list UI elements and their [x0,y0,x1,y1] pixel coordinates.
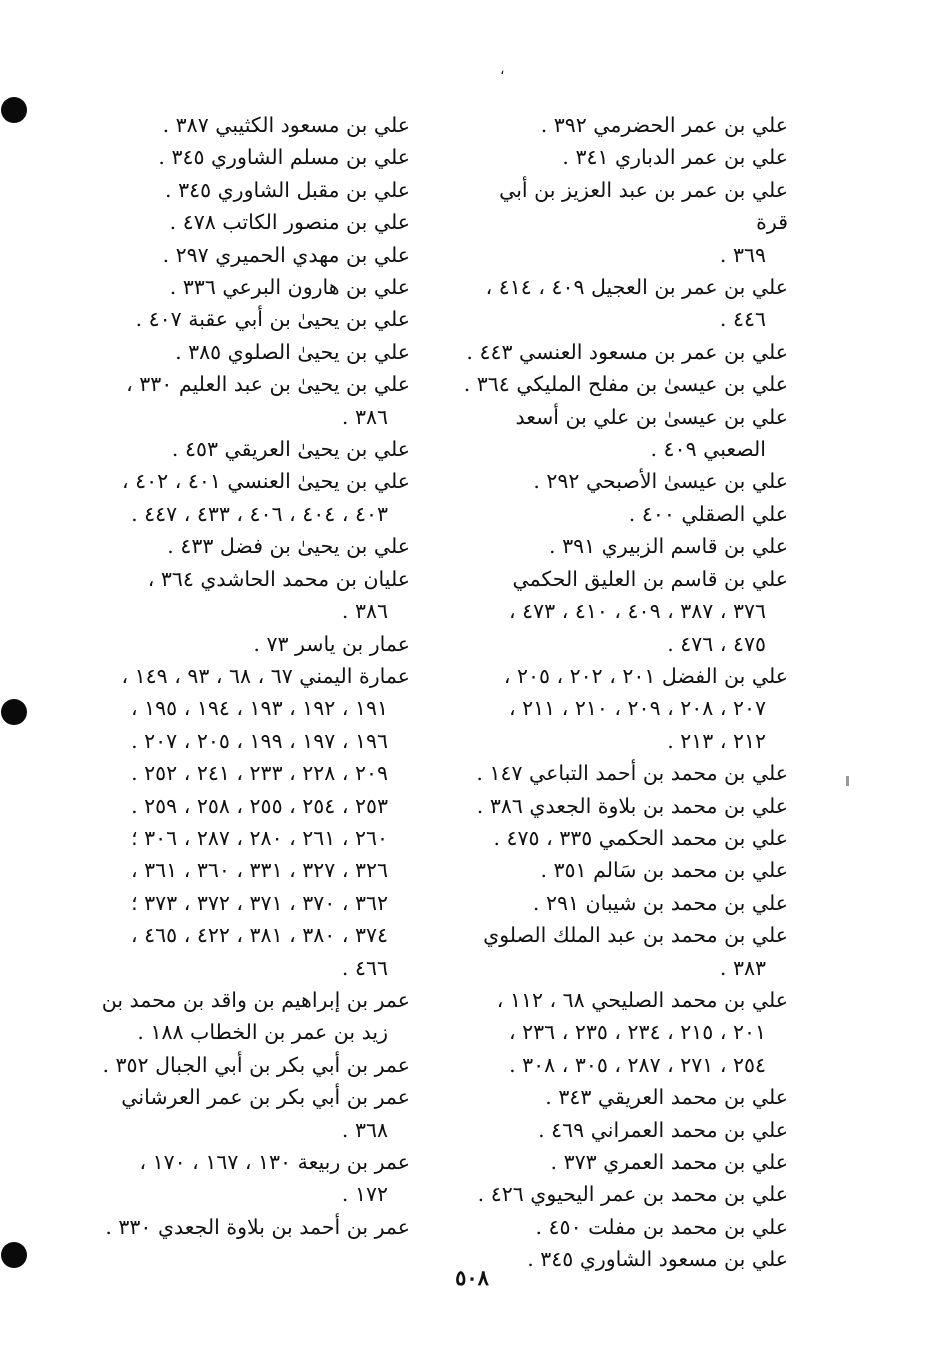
index-entry [86,628,410,660]
entry-line: علي بن عمر بن مسعود العنسي ٤٤٣ . [466,339,788,364]
index-entry [462,1211,788,1243]
entry-continuation: ٣٧٤ ، ٣٨٠ ، ٣٨١ ، ٤٢٢ ، ٤٦٥ ، [131,923,388,948]
entry-line: عليان بن محمد الحاشدي ٣٦٤ ، [147,566,410,591]
entry-continuation: ٢٠١ ، ٢١٥ ، ٢٣٤ ، ٢٣٥ ، ٢٣٦ ، [509,1020,766,1045]
entry-line: علي بن قاسم بن العليق الحكمي [512,566,788,591]
index-entry [86,1211,410,1243]
punch-hole-mark [1,1242,27,1268]
page-number: ٥٠٨ [455,1265,489,1290]
entry-line: عمر بن ربيعة ١٣٠ ، ١٦٧ ، ١٧٠ ، [139,1150,410,1174]
entry-continuation: ٣٦٩ . [719,242,766,267]
entry-line: علي بن عمر بن عبد العزيز بن أبي قرة [499,177,788,235]
index-entry [86,984,410,1049]
index-entry [462,336,788,368]
entry-continuation: ٢٥٤ ، ٢٧١ ، ٢٨٧ ، ٣٠٥ ، ٣٠٨ . [509,1052,766,1077]
entry-line: علي بن محمد بن أحمد التباعي ١٤٧ . [476,761,788,786]
index-entry [462,465,788,497]
entry-line: علي بن مقبل الشاوري ٣٤٥ . [165,177,410,202]
entry-line: علي بن عمر الحضرمي ٣٩٢ . [540,113,788,137]
entry-continuation: ١٩٦ ، ١٩٧ ، ١٩٩ ، ٢٠٥ ، ٢٠٧ . [131,728,388,753]
entry-line: علي الصقلي ٤٠٠ . [628,501,788,526]
index-entry [462,530,788,562]
entry-line: علي بن الفضل ٢٠١ ، ٢٠٢ ، ٢٠٥ ، [503,663,788,688]
index-entry [462,1081,788,1113]
index-entry [462,854,788,886]
entry-continuation: ١٧٢ . [341,1182,388,1207]
entry-continuation: ٣٦٢ ، ٣٧٠ ، ٣٧١ ، ٣٧٢ ، ٣٧٣ ؛ [131,890,388,915]
index-entry [462,109,788,141]
index-entry [86,465,410,530]
entry-line: علي بن محمد بن عمر اليحيوي ٤٢٦ . [477,1182,788,1207]
index-entry [86,660,410,984]
scan-speck [846,776,849,786]
index-entry [462,984,788,1081]
index-entry [462,919,788,984]
entry-continuation: ٣٧٦ ، ٣٨٧ ، ٤٠٩ ، ٤١٠ ، ٤٧٣ ، [509,599,766,624]
entry-continuation: ٤٠٣ ، ٤٠٤ ، ٤٠٦ ، ٤٣٣ ، ٤٤٧ . [131,501,388,526]
entry-line: عمر بن أحمد بن بلاوة الجعدي ٣٣٠ . [105,1214,410,1239]
entry-continuation: ١٩١ ، ١٩٢ ، ١٩٣ ، ١٩٤ ، ١٩٥ ، [131,696,388,721]
index-entry [462,790,788,822]
index-entry [462,498,788,530]
entry-line: علي بن يحيىٰ بن فضل ٤٣٣ . [167,534,410,559]
entry-line: علي بن محمد العريقي ٣٤٣ . [545,1085,788,1110]
entry-continuation: ٢٦٠ ، ٢٦١ ، ٢٨٠ ، ٢٨٧ ، ٣٠٦ ؛ [131,825,388,850]
entry-line: علي بن يحيىٰ بن عبد العليم ٣٣٠ ، [126,372,410,397]
entry-line: علي بن مسعود الشاوري ٣٤٥ . [527,1247,788,1272]
index-entry [86,141,410,173]
entry-line: عمر بن أبي بكر بن أبي الجبال ٣٥٢ . [102,1052,410,1077]
punch-hole-mark [1,699,27,725]
entry-line: علي بن محمد الحكمي ٣٣٥ ، ٤٧٥ . [493,825,788,850]
entry-line: علي بن محمد بن شيبان ٢٩١ . [532,890,788,915]
entry-continuation: ٣٨٣ . [719,955,766,980]
entry-line: علي بن محمد بن سَالم ٣٥١ . [540,858,788,883]
top-mark: ، [500,62,505,78]
index-entry [86,1081,410,1146]
index-entry [86,433,410,465]
entry-line: علي بن يحيىٰ العنسي ٤٠١ ، ٤٠٢ ، [122,469,410,494]
entry-line: عمارة اليمني ٦٧ ، ٦٨ ، ٩٣ ، ١٤٩ ، [121,663,410,688]
index-entry [462,757,788,789]
index-entry [86,174,410,206]
entry-continuation: ٤٧٥ ، ٤٧٦ . [667,631,766,656]
entry-continuation: ٣٢٦ ، ٣٢٧ ، ٣٣١ ، ٣٦٠ ، ٣٦١ ، [131,858,388,883]
index-entry [462,174,788,271]
entry-line: علي بن مسلم الشاوري ٣٤٥ . [158,145,410,170]
entry-line: عمر بن إبراهيم بن واقد بن محمد بن [101,987,410,1012]
entry-line: علي بن محمد العمراني ٤٦٩ . [538,1117,788,1142]
entry-continuation: زيد بن عمر بن الخطاب ١٨٨ . [137,1020,388,1045]
index-entry [86,109,410,141]
entry-line: علي بن محمد بن بلاوة الجعدي ٣٨٦ . [476,793,788,818]
entry-line: علي بن محمد العمري ٣٧٣ . [550,1150,788,1174]
index-entry [462,368,788,400]
index-entry [86,336,410,368]
entry-line: عمار بن ياسر ٧٣ . [253,631,410,656]
punch-hole-mark [1,97,27,123]
index-entry [462,822,788,854]
entry-continuation: الصعبي ٤٠٩ . [650,437,766,462]
entry-line: علي بن عيسىٰ الأصبحي ٢٩٢ . [533,469,788,494]
index-entry [462,1178,788,1210]
entry-continuation: ٣٨٦ . [341,599,388,624]
index-entry [462,1114,788,1146]
index-entry [86,206,410,238]
index-column-left [86,109,410,1243]
index-entry [86,563,410,628]
index-entry [462,141,788,173]
entry-continuation: ٤٦٦ . [341,955,388,980]
entry-continuation: ٤٤٦ . [719,307,766,332]
entry-continuation: ٣٨٦ . [341,404,388,429]
index-column-right [462,109,788,1276]
entry-line: علي بن عيسىٰ بن علي بن أسعد [515,404,788,429]
entry-continuation: ٣٦٨ . [341,1117,388,1142]
index-entry [86,303,410,335]
index-entry [462,271,788,336]
index-entry [86,368,410,433]
entry-line: علي بن مهدي الحميري ٢٩٧ . [162,242,410,267]
entry-line: علي بن هارون البرعي ٣٣٦ . [169,275,410,300]
entry-continuation: ٢٠٧ ، ٢٠٨ ، ٢٠٩ ، ٢١٠ ، ٢١١ ، [509,696,766,721]
entry-continuation: ٢١٢ ، ٢١٣ . [667,728,766,753]
index-entry [86,239,410,271]
entry-line: علي بن عمر الدباري ٣٤١ . [562,145,788,170]
index-entry [86,530,410,562]
entry-line: علي بن محمد بن مفلت ٤٥٠ . [535,1214,788,1239]
index-entry [462,1146,788,1178]
entry-line: علي بن مسعود الكثيبي ٣٨٧ . [162,113,410,137]
entry-line: علي بن منصور الكاتب ٤٧٨ . [169,210,410,235]
entry-line: علي بن عمر بن العجيل ٤٠٩ ، ٤١٤ ، [485,275,788,300]
entry-line: علي بن عيسىٰ بن مفلح المليكي ٣٦٤ . [463,372,788,397]
entry-line: علي بن محمد الصليحي ٦٨ ، ١١٢ ، [496,987,788,1012]
entry-line: علي بن محمد بن عبد الملك الصلوي [483,923,788,948]
entry-continuation: ٢٥٣ ، ٢٥٤ ، ٢٥٥ ، ٢٥٨ ، ٢٥٩ . [131,793,388,818]
entry-line: علي بن يحيىٰ العريقي ٤٥٣ . [171,437,410,462]
index-entry [462,563,788,660]
entry-line: علي بن قاسم الزبيري ٣٩١ . [549,534,788,559]
index-entry [86,1049,410,1081]
index-entry [462,401,788,466]
index-entry [462,887,788,919]
index-entry [86,1146,410,1211]
entry-line: علي بن يحيىٰ الصلوي ٣٨٥ . [175,339,410,364]
entry-continuation: ٢٠٩ ، ٢٢٨ ، ٢٣٣ ، ٢٤١ ، ٢٥٢ . [131,761,388,786]
index-entry [86,271,410,303]
entry-line: علي بن يحيىٰ بن أبي عقبة ٤٠٧ . [135,307,410,332]
index-entry [462,660,788,757]
entry-line: عمر بن أبي بكر بن عمر العرشاني [121,1085,410,1110]
